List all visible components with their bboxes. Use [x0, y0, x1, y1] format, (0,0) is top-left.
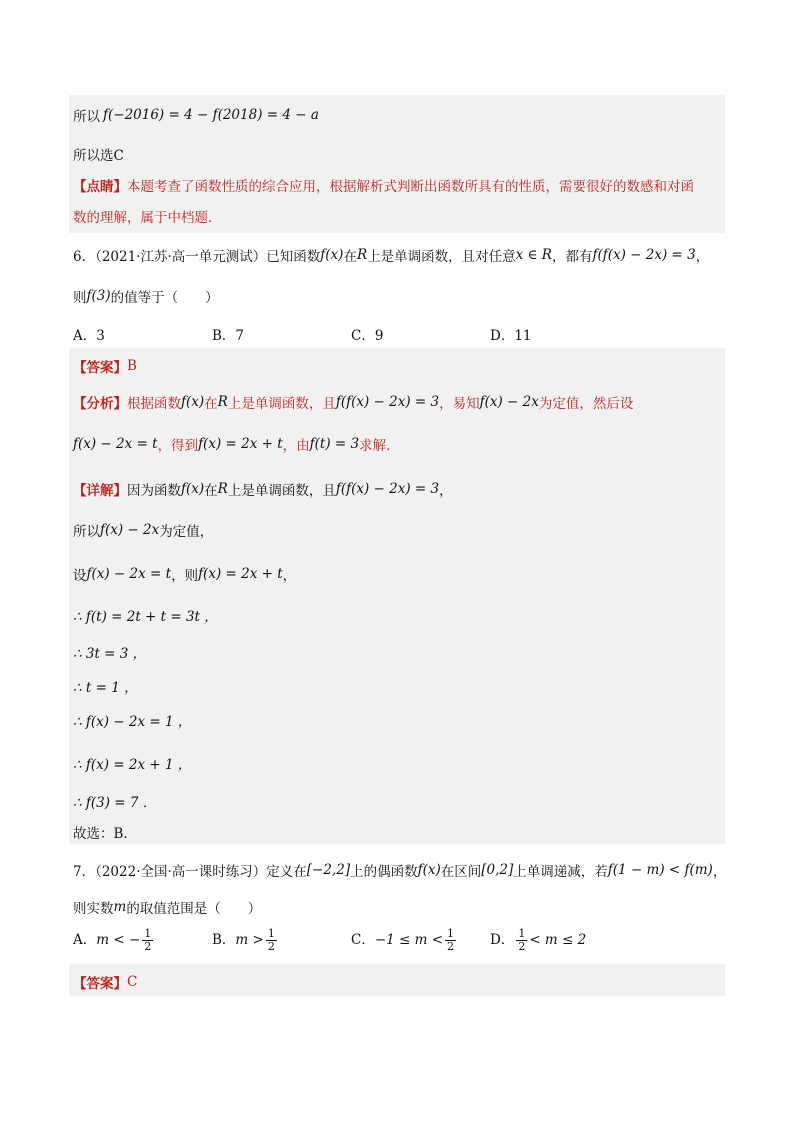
- q7-option-c: C．−1 ≤ m < $\frac{1}{2}$: [351, 927, 455, 953]
- q6-answer: 【答案】 B: [73, 358, 137, 376]
- note-tag: 【点睛】: [73, 179, 127, 195]
- fraction: $\frac{1}{2}$: [267, 927, 275, 953]
- q6-stem-line-1: 6．（2021·江苏·高一单元测试）已知函数 f(x) 在 R 上是单调函数，且对任意 x ∈ R ，都有 f(f(x) − 2x) = 3 ，: [73, 247, 710, 265]
- fraction: $\frac{1}{2}$: [447, 927, 455, 953]
- q7-option-a: A．m < − $\frac{1}{2}$: [73, 927, 152, 953]
- q6-detail-line-3: 设 f(x) − 2x = t ，则 f(x) = 2x + t ，: [73, 566, 297, 584]
- fraction: $\frac{1}{2}$: [518, 927, 526, 953]
- fraction: $\frac{1}{2}$: [144, 927, 152, 953]
- q6-detail-line-8: ∴ f(x) = 2x + 1 ，: [73, 757, 192, 773]
- q6-detail-line-4: ∴ f(t) = 2t + t = 3t ，: [73, 609, 218, 625]
- q6-option-a: A．3: [73, 328, 105, 344]
- note-line-2: 数的理解，属于中档题．: [73, 210, 222, 226]
- q6-option-d: D．11: [490, 328, 532, 344]
- q7-answer: 【答案】 C: [73, 974, 138, 992]
- note-line-1: 【点睛】 本题考查了函数性质的综合应用，根据解析式判断出函数所具有的性质，需要很好的数感和对函: [73, 175, 694, 195]
- q6-detail-line-7: ∴ f(x) − 2x = 1 ，: [73, 714, 192, 730]
- q6-analysis-line-1: 【分析】 根据函数 f(x) 在 R 上是单调函数，且 f(f(x) − 2x) = 3 ，易知 f(x) − 2x 为定值，然后设: [73, 394, 634, 412]
- q7-stem-line-1: 7．（2022·全国·高一课时练习）定义在 [−2,2] 上的偶函数 f(x) 在区间 [0,2] 上单调递减，若 f(1 − m) < f(m) ，: [73, 862, 727, 880]
- q6-options: [73, 324, 629, 344]
- q6-detail-line-6: ∴ t = 1 ，: [73, 680, 138, 696]
- q6-solution-block: [69, 348, 725, 844]
- q7-option-b: B．m > $\frac{1}{2}$: [212, 927, 275, 953]
- conclusion-line-2: 所以选C: [73, 148, 124, 164]
- q7-answer-block: [69, 964, 725, 996]
- q6-detail-line-10: 故选：B．: [73, 826, 137, 842]
- q7-options: [73, 928, 629, 953]
- q6-analysis-line-2: f(x) − 2x = t ，得到 f(x) = 2x + t ，由 f(t) = 3 求解.: [73, 436, 391, 454]
- q7-stem-line-2: 则实数 m 的取值范围是（ ）: [73, 899, 262, 917]
- q7-option-d: D． $\frac{1}{2}$ < m ≤ 2: [490, 927, 587, 953]
- conclusion-line-1: 所以 f(−2016) = 4 − f(2018) = 4 − a: [73, 107, 319, 125]
- q6-option-b: B．7: [212, 328, 245, 344]
- q6-detail-line-5: ∴ 3t = 3 ，: [73, 646, 147, 662]
- q6-detail-line-9: ∴ f(3) = 7 ．: [73, 795, 157, 811]
- q6-option-c: C．9: [351, 328, 384, 344]
- q6-stem-line-2: 则 f(3) 的值等于（ ）: [73, 288, 219, 306]
- q6-detail-line-1: 【详解】 因为函数 f(x) 在 R 上是单调函数，且 f(f(x) − 2x) = 3 ，: [73, 481, 453, 499]
- q6-detail-line-2: 所以 f(x) − 2x 为定值，: [73, 522, 214, 540]
- solution-tail-block: [69, 95, 725, 233]
